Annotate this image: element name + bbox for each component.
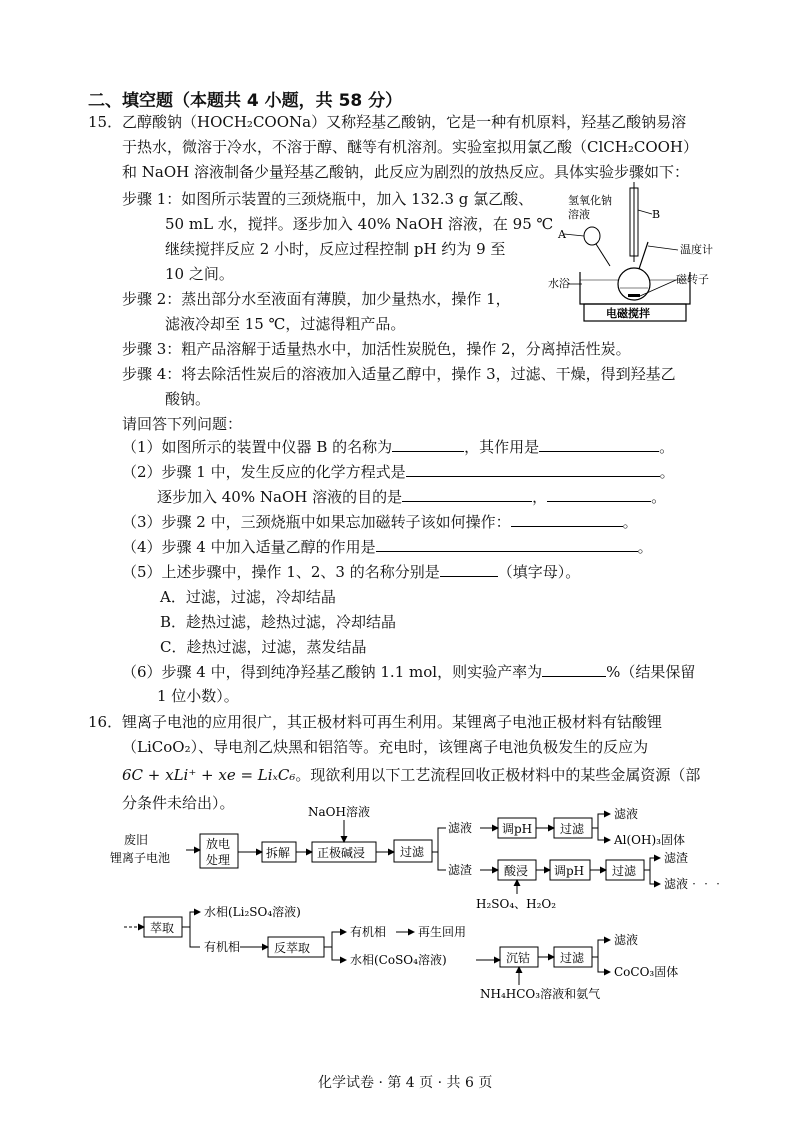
q15-sub1-text-b: ，其作用是 — [464, 438, 540, 456]
label-thermometer: 温度计 — [680, 243, 713, 256]
label-discharge: 放电 — [206, 837, 231, 851]
q15-step1-1: 步骤 1：如图所示装置的三颈烧瓶中，加入 132.3 g 氯乙酸、 — [122, 190, 534, 208]
label-precip-reagent: NH₄HCO₃溶液和氨气 — [480, 987, 601, 1001]
label-filter-3: 过滤 — [612, 864, 637, 878]
label-acid-leach: 酸浸 — [504, 864, 529, 878]
q15-sub3 — [122, 512, 638, 532]
label-coco3-solid: CoCO₃固体 — [614, 965, 679, 979]
answer-blank[interactable] — [392, 437, 464, 452]
label-stir-bar: 磁转子 — [676, 273, 709, 286]
q15-step3: 步骤 3：粗产品溶解于适量热水中，加活性炭脱色，操作 2，分离掉活性炭。 — [122, 340, 631, 358]
q16-line4: 分条件未给出）。 — [122, 794, 235, 812]
q15-sub4-text-b: 。 — [637, 538, 653, 556]
q16-line3-text: 。现欲利用以下工艺流程回收正极材料中的某些金属资源（部 — [295, 766, 701, 784]
q15-step1-3: 继续搅拌反应 2 小时，反应过程控制 pH 约为 9 至 — [165, 240, 506, 258]
q15-step4-1: 步骤 4：将去除活性炭后的溶液加入适量乙醇中，操作 3，过滤、干燥，得到羟基乙 — [122, 365, 676, 383]
q15-step1-4: 10 之间。 — [165, 265, 234, 283]
label-filter-1: 过滤 — [400, 845, 425, 859]
label-naoh-solution-2: 溶液 — [568, 208, 590, 221]
q16-line3 — [122, 765, 700, 785]
q16-number: 16． — [88, 713, 123, 731]
q15-sub3-text-a: （3）步骤 2 中，三颈烧瓶中如果忘加磁转子该如何操作： — [122, 513, 511, 531]
label-naoh-solution: 氢氧化钠 — [568, 194, 612, 207]
q15-sub2-text-d: ， — [532, 488, 548, 506]
q15-step2-2: 滤液冷却至 15 ℃，过滤得粗产品。 — [165, 315, 406, 333]
label-aloh3-solid: Al(OH)₃固体 — [614, 833, 685, 847]
answer-blank[interactable] — [440, 562, 498, 577]
label-aqueous-li2so4: 水相(Li₂SO₄溶液) — [204, 905, 301, 919]
q15-sub6 — [122, 662, 695, 682]
label-naoh-solution: NaOH溶液 — [308, 805, 370, 819]
q15-sub2-line2 — [157, 487, 666, 507]
answer-blank[interactable] — [406, 462, 660, 477]
label-aqueous-coso4: 水相(CoSO₄溶液) — [350, 953, 447, 967]
q15-sub5-text-b: （填字母）。 — [497, 563, 581, 581]
label-reuse: 再生回用 — [418, 925, 467, 939]
q15-sub6-text-a: （6）步骤 4 中，得到纯净羟基乙酸钠 1.1 mol，则实验产率为 — [122, 663, 543, 681]
q15-sub4 — [122, 537, 653, 557]
label-acid-reagents: H₂SO₄、H₂O₂ — [476, 897, 557, 911]
label-organic-phase-1: 有机相 — [204, 940, 241, 954]
label-filtrate-1: 滤液 — [448, 821, 473, 835]
answer-blank[interactable] — [376, 537, 638, 552]
label-water-bath: 水浴 — [548, 277, 570, 290]
label-back-extract: 反萃取 — [274, 941, 311, 955]
q15-step1-2: 50 mL 水，搅拌。逐步加入 40% NaOH 溶液，在 95 ℃ — [165, 215, 554, 233]
q15-option-b: B．趁热过滤，趁热过滤，冷却结晶 — [160, 613, 397, 631]
label-organic-phase-2: 有机相 — [350, 925, 387, 939]
q15-number: 15． — [88, 113, 123, 131]
answer-blank[interactable] — [542, 662, 606, 677]
label-filtrate-4: 滤液 — [614, 933, 639, 947]
q16-line2: （LiCoO₂）、导电剂乙炔黑和铝箔等。充电时，该锂离子电池负极发生的反应为 — [122, 738, 649, 756]
q15-intro-2: 于热水，微溶于冷水，不溶于醇、醚等有机溶剂。实验室拟用氯乙酸（ClCH₂COOH） — [122, 138, 699, 156]
q15-sub4-text-a: （4）步骤 4 中加入适量乙醇的作用是 — [122, 538, 376, 556]
section-title: 二、填空题（本题共 4 小题，共 58 分） — [88, 91, 403, 111]
q15-sub5-text-a: （5）上述步骤中，操作 1、2、3 的名称分别是 — [122, 563, 440, 581]
label-alkali-leach: 正极碱浸 — [317, 846, 366, 860]
q15-sub3-text-b: 。 — [622, 513, 638, 531]
label-residue-1: 滤渣 — [448, 863, 473, 877]
apparatus-figure — [540, 180, 730, 325]
q15-sub5 — [122, 562, 580, 582]
label-waste-battery-2: 锂离子电池 — [110, 851, 171, 865]
q15-sub1 — [122, 437, 674, 457]
q15-sub2-text-b: 。 — [659, 463, 675, 481]
label-b: B — [652, 208, 661, 221]
label-filter-4: 过滤 — [560, 951, 585, 965]
label-waste-battery: 废旧 — [124, 833, 149, 847]
condenser-b — [630, 182, 652, 262]
process-flowchart — [100, 800, 740, 1015]
label-discharge-2: 处理 — [206, 853, 231, 867]
label-residue-2: 滤渣 — [664, 851, 689, 865]
q16-line1: 锂离子电池的应用很广，其正极材料可再生利用。某锂离子电池正极材料有钴酸锂 — [122, 713, 663, 731]
answer-blank[interactable] — [539, 437, 659, 452]
q15-sub1-text-c: 。 — [659, 438, 675, 456]
q15-sub6-line2: 1 位小数）。 — [157, 687, 239, 705]
q15-sub2-text-c: 逐步加入 40% NaOH 溶液的目的是 — [157, 488, 403, 506]
label-cobalt-precip: 沉钴 — [506, 951, 531, 965]
label-adjust-ph-1: 调pH — [502, 822, 533, 836]
stir-bar — [628, 294, 640, 297]
q15-sub2-text-e: 。 — [651, 488, 667, 506]
q15-sub1-text-a: （1）如图所示的装置中仪器 B 的名称为 — [122, 438, 393, 456]
q15-sub2 — [122, 462, 675, 482]
q15-step4-2: 酸钠。 — [165, 390, 211, 408]
q15-sub2-text-a: （2）步骤 1 中，发生反应的化学方程式是 — [122, 463, 406, 481]
label-adjust-ph-2: 调pH — [554, 864, 585, 878]
q15-option-a: A．过滤，过滤，冷却结晶 — [160, 588, 336, 606]
q15-intro-3: 和 NaOH 溶液制备少量羟基乙酸钠，此反应为剧烈的放热反应。具体实验步骤如下： — [122, 163, 689, 181]
answer-blank[interactable] — [511, 512, 623, 527]
q15-prompt: 请回答下列问题： — [122, 415, 243, 433]
label-magnetic-stirrer: 电磁搅拌 — [606, 307, 650, 320]
q15-step2-1: 步骤 2：蒸出部分水至液面有薄膜，加少量热水，操作 1， — [122, 290, 511, 308]
q15-sub6-text-b: %（结果保留 — [606, 663, 696, 681]
label-filter-2: 过滤 — [560, 822, 585, 836]
page-footer: 化学试卷 · 第 4 页 · 共 6 页 — [318, 1075, 493, 1091]
label-filtrate-3: 滤液‧‧‧ — [664, 877, 725, 891]
reaction-equation: 6C + xLi⁺ + xe = LiₓC₆ — [122, 766, 296, 784]
q15-option-c: C．趁热过滤，过滤，蒸发结晶 — [160, 638, 367, 656]
dropping-funnel-a — [564, 227, 610, 266]
answer-blank[interactable] — [547, 487, 651, 502]
label-a: A — [558, 228, 566, 241]
label-dismantle: 拆解 — [266, 846, 291, 860]
answer-blank[interactable] — [402, 487, 532, 502]
label-filtrate-2: 滤液 — [614, 807, 639, 821]
q15-intro-1: 乙醇酸钠（HOCH₂COONa）又称羟基乙酸钠，它是一种有机原料，羟基乙酸钠易溶 — [122, 113, 687, 131]
label-extract: 萃取 — [150, 921, 175, 935]
